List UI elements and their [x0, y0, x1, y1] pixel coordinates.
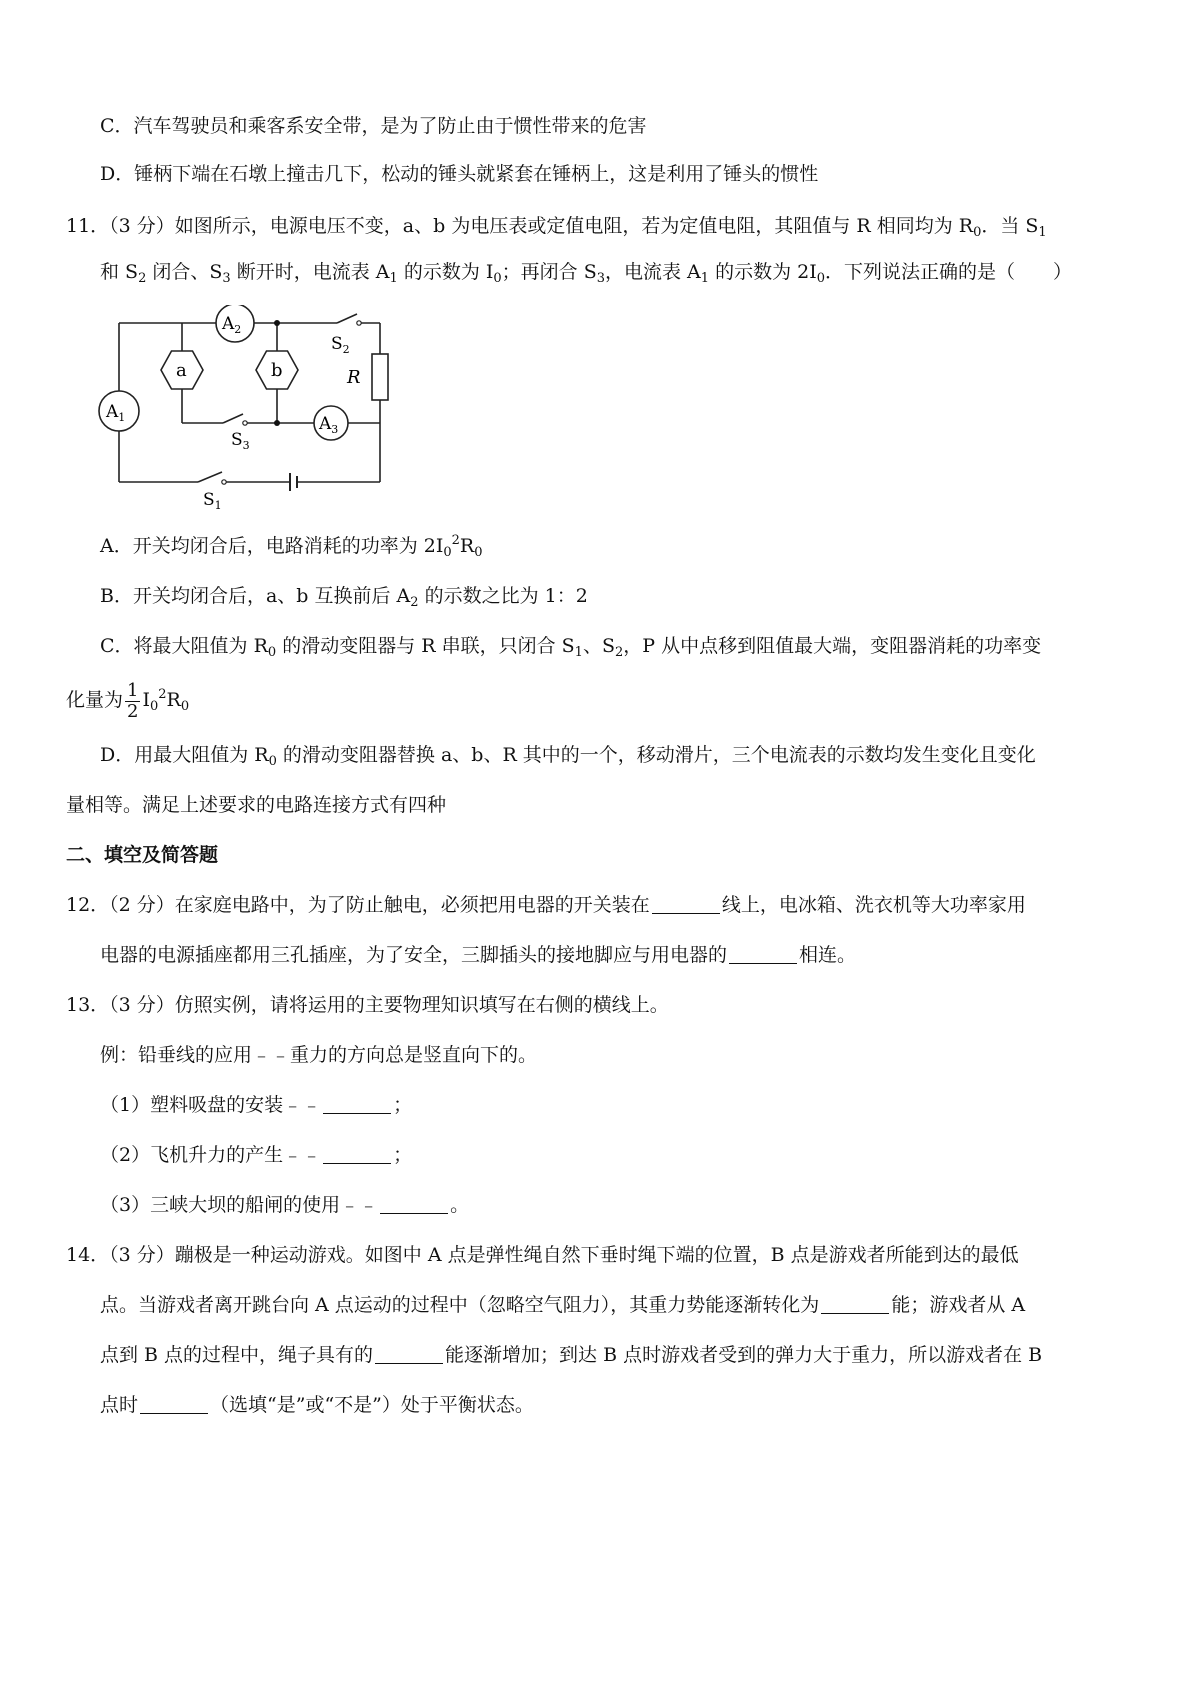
- junction-top: [274, 320, 280, 326]
- ammeter-a2-label: $A_2$: [222, 314, 242, 336]
- q14-line1: 14．（3 分）蹦极是一种运动游戏。如图中 A 点是弹性绳自然下垂时绳下端的位置，B 点是游戏者所能到达的最低: [66, 1244, 1019, 1266]
- junction-bottom: [274, 420, 280, 426]
- answer-blank[interactable]: [652, 895, 720, 914]
- fraction-half: $\frac{1}{2}$: [127, 679, 139, 722]
- answer-blank[interactable]: [375, 1345, 443, 1364]
- ammeter-a1-label: $A_1$: [106, 402, 126, 424]
- q11-option-d-line1: D．用最大阻值为 $R_0$ 的滑动变阻器替换 a、b、R 其中的一个，移动滑片，三个电流表的示数均发生变化且变化: [100, 744, 1036, 769]
- q11-option-c-line1: C．将最大阻值为 $R_0$ 的滑动变阻器与 R 串联，只闭合 $S_1$、$S_2$，P 从中点移到阻值最大端，变阻器消耗的功率变: [100, 635, 1042, 660]
- answer-blank[interactable]: [323, 1145, 391, 1164]
- answer-blank[interactable]: [821, 1295, 889, 1314]
- switch-s2-label: $S_2$: [331, 334, 350, 356]
- answer-blank[interactable]: [323, 1095, 391, 1114]
- answer-blank[interactable]: [380, 1195, 448, 1214]
- q11-stem-line1: 11．（3 分）如图所示，电源电压不变，a、b 为电压表或定值电阻，若为定值电阻，其阻值与 R 相同均为 $R_0$．当 $S_1$: [66, 215, 1047, 240]
- circuit-diagram: [95, 305, 405, 520]
- q13-item1: （1）塑料吸盘的安装﹣﹣ ；: [100, 1094, 413, 1116]
- q13-item3: （3）三峡大坝的船闸的使用﹣﹣ 。: [100, 1194, 470, 1216]
- element-b-label: b: [271, 360, 283, 381]
- q10-option-d: D．锤柄下端在石墩上撞击几下，松动的锤头就紧套在锤柄上，这是利用了锤头的惯性: [100, 163, 819, 185]
- resistor-r: [372, 354, 388, 400]
- q11-option-a: A．开关均闭合后，电路消耗的功率为 $2I_0^2R_0$: [100, 533, 483, 560]
- switch-s1-label: $S_1$: [203, 490, 222, 512]
- ammeter-a3-label: $A_3$: [319, 414, 339, 436]
- q14-line3: 点到 B 点的过程中，绳子具有的 能逐渐增加；到达 B 点时游戏者受到的弹力大于重力，所以游戏者在 B: [100, 1344, 1043, 1366]
- q12-line2: 电器的电源插座都用三孔插座，为了安全，三脚插头的接地脚应与用电器的 相连。: [100, 944, 857, 966]
- element-a-label: a: [176, 360, 187, 381]
- q13-example: 例：铅垂线的应用﹣﹣重力的方向总是竖直向下的。: [100, 1044, 538, 1066]
- q12-line1: 12．（2 分）在家庭电路中，为了防止触电，必须把用电器的开关装在 线上，电冰箱、洗衣机等大功率家用: [66, 894, 1026, 916]
- answer-blank[interactable]: [140, 1395, 208, 1414]
- answer-blank[interactable]: [729, 945, 797, 964]
- switch-s3-label: $S_3$: [231, 430, 250, 452]
- q13-stem: 13．（3 分）仿照实例，请将运用的主要物理知识填写在右侧的横线上。: [66, 994, 669, 1016]
- q13-item2: （2）飞机升力的产生﹣﹣ ；: [100, 1144, 413, 1166]
- q11-option-b: B．开关均闭合后，a、b 互换前后 $A_2$ 的示数之比为 1：2: [100, 585, 588, 610]
- q11-option-d-line2: 量相等。满足上述要求的电路连接方式有四种: [66, 794, 447, 816]
- section-title: 二、填空及简答题: [66, 844, 219, 866]
- q11-stem-line2: 和 $S_2$ 闭合、$S_3$ 断开时，电流表 $A_1$ 的示数为 $I_0$；再闭合 $S_3$，电流表 $A_1$ 的示数为 $2I_0$．下列说法正确的是（ ）: [100, 261, 1073, 286]
- q10-option-c: C．汽车驾驶员和乘客系安全带，是为了防止由于惯性带来的危害: [100, 115, 647, 137]
- resistor-label: R: [347, 367, 361, 388]
- q14-line4: 点时 （选填“是”或“不是”）处于平衡状态。: [100, 1394, 534, 1416]
- q11-option-c-line2: 化量为 $\frac{1}{2}$ $I_0^2R_0$: [66, 679, 190, 722]
- q14-line2: 点。当游戏者离开跳台向 A 点运动的过程中（忽略空气阻力），其重力势能逐渐转化为 能；游戏者从 A: [100, 1294, 1026, 1316]
